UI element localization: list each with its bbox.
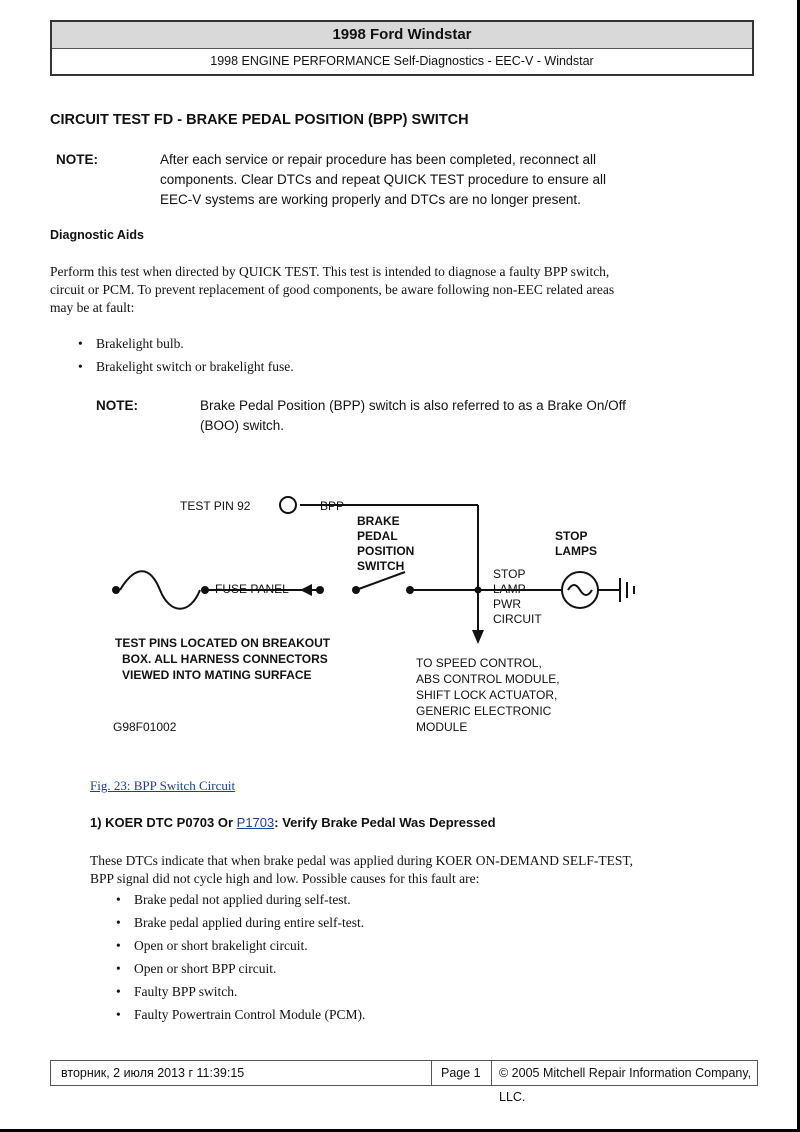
test-pins-note-line: VIEWED INTO MATING SURFACE	[122, 668, 312, 682]
to-modules-line: MODULE	[416, 720, 468, 734]
note2-line: Brake Pedal Position (BPP) switch is also referred to as a Brake On/Off	[200, 398, 626, 413]
list-item: • Faulty Powertrain Control Module (PCM).	[112, 1003, 365, 1026]
note1-label: NOTE:	[56, 152, 98, 167]
arrow-down	[472, 630, 484, 644]
connector-dot	[316, 586, 324, 594]
intro-line: Perform this test when directed by QUICK TEST. This test is intended to diagnose a faulty BPP switch,	[50, 264, 610, 279]
to-modules-line: TO SPEED CONTROL,	[416, 656, 542, 670]
figure-link[interactable]: Fig. 23: BPP Switch Circuit	[90, 778, 236, 793]
dtc-intro-line: These DTCs indicate that when brake pedal was applied during KOER ON-DEMAND SELF-TEST,	[90, 853, 634, 868]
list-item: • Brake pedal not applied during self-test.	[112, 888, 365, 911]
test-pin-label: TEST PIN 92	[180, 499, 251, 513]
fuse-symbol	[120, 571, 200, 609]
to-modules-line: GENERIC ELECTRONIC	[416, 704, 552, 718]
switch-label-line: POSITION	[357, 544, 415, 558]
stop-lamp-circuit-line: LAMP	[493, 582, 526, 596]
footer-separator	[491, 1061, 492, 1085]
list-item: • Open or short BPP circuit.	[112, 957, 365, 980]
figure-code: G98F01002	[113, 720, 177, 734]
test-pins-note-line: TEST PINS LOCATED ON BREAKOUT	[115, 636, 331, 650]
intro-line: may be at fault:	[50, 300, 135, 315]
switch-blade	[356, 572, 405, 590]
dtc-intro	[90, 852, 633, 888]
bpp-label: BPP	[320, 499, 345, 513]
connector-dot	[406, 586, 414, 594]
dtc-intro-line: BPP signal did not cycle high and low. Possible causes for this fault are:	[90, 871, 480, 886]
lamp-filament	[568, 585, 592, 595]
document-footer	[50, 1060, 758, 1104]
dtc-prefix: 1) KOER DTC P0703 Or	[90, 815, 237, 830]
stop-lamps-line: LAMPS	[555, 544, 597, 558]
switch-label-line: BRAKE	[357, 514, 400, 528]
list-item: • Faulty BPP switch.	[112, 980, 365, 1003]
to-modules-line: SHIFT LOCK ACTUATOR,	[416, 688, 558, 702]
stop-lamps-line: STOP	[555, 529, 588, 543]
fuse-panel-label: FUSE PANEL	[215, 582, 289, 596]
list-item: • Brakelight switch or brakelight fuse.	[74, 355, 294, 378]
switch-label-line: PEDAL	[357, 529, 398, 543]
splice-dot	[475, 587, 482, 594]
header-subtitle: 1998 ENGINE PERFORMANCE Self-Diagnostics - EEC-V - Windstar	[210, 54, 594, 68]
stop-lamp-circuit-line: CIRCUIT	[493, 612, 542, 626]
diagnostic-aids-heading: Diagnostic Aids	[50, 228, 144, 242]
connector-dot	[112, 586, 120, 594]
note1-line: EEC-V systems are working properly and DTCs are no longer present.	[160, 192, 581, 207]
connector-dot	[201, 586, 209, 594]
connector-dot	[352, 586, 360, 594]
intro-line: circuit or PCM. To prevent replacement of good components, be aware following non-EEC related areas	[50, 282, 615, 297]
section-title: CIRCUIT TEST FD - BRAKE PEDAL POSITION (BPP) SWITCH	[50, 112, 469, 128]
stop-lamp-circuit-line: PWR	[493, 597, 521, 611]
note2-line: (BOO) switch.	[200, 418, 285, 433]
stop-lamp-circuit-line: STOP	[493, 567, 526, 581]
dtc-causes-list	[112, 888, 365, 1026]
note2-label: NOTE:	[96, 398, 138, 413]
footer-page: Page 1	[441, 1066, 481, 1080]
header-title: 1998 Ford Windstar	[52, 22, 752, 49]
list-item: • Open or short brakelight circuit.	[112, 934, 365, 957]
note1-line: components. Clear DTCs and repeat QUICK TEST procedure to ensure all	[160, 172, 606, 187]
list-item: • Brake pedal applied during entire self-test.	[112, 911, 365, 934]
note1-line: After each service or repair procedure has been completed, reconnect all	[160, 152, 596, 167]
footer-date: вторник, 2 июля 2013 г 11:39:15	[61, 1066, 245, 1080]
footer-separator	[431, 1061, 432, 1085]
test-pins-note-line: BOX. ALL HARNESS CONNECTORS	[122, 652, 328, 666]
dtc-link-p1703[interactable]: P1703	[236, 815, 275, 830]
dtc-step-heading	[90, 815, 496, 830]
arrow-left	[300, 584, 312, 596]
dtc-suffix: : Verify Brake Pedal Was Depressed	[274, 815, 496, 830]
to-modules-line: ABS CONTROL MODULE,	[416, 672, 560, 686]
list-item: • Brakelight bulb.	[74, 332, 294, 355]
footer-copyright: © 2005 Mitchell Repair Information Company, LLC.	[499, 1066, 752, 1104]
switch-label-line: SWITCH	[357, 559, 405, 573]
test-pin-symbol	[280, 497, 296, 513]
